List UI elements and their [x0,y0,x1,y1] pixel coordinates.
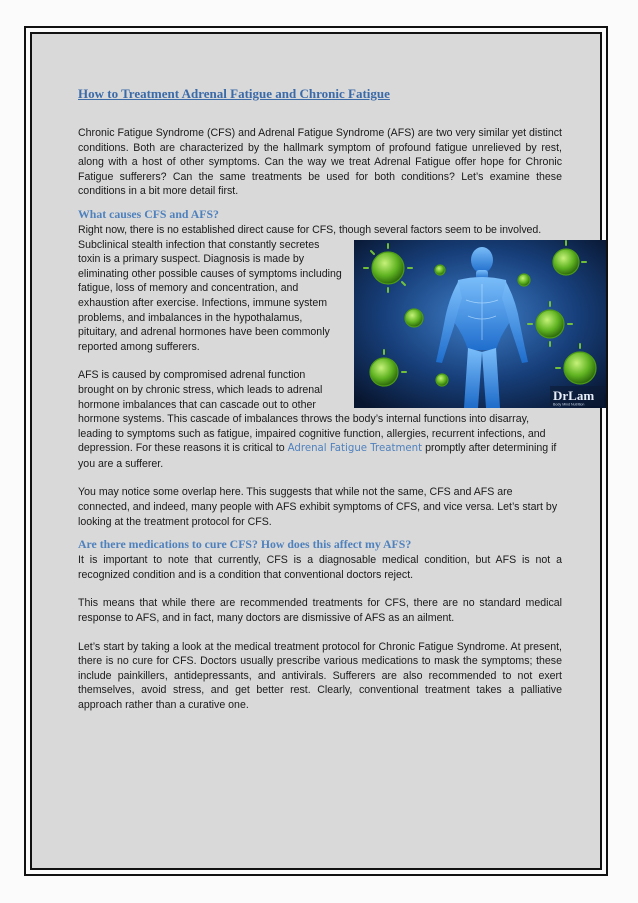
drlam-logo-tagline: Body Mind Nutrition [553,402,585,407]
medications-paragraph-1: It is important to note that currently, CFS is a diagnosable medical condition, but AFS is not a recognized condition and is a condition that conventional doctors reject. [78,554,562,581]
adrenal-fatigue-treatment-link[interactable]: Adrenal Fatigue Treatment [287,443,423,455]
overlap-paragraph: You may notice some overlap here. This suggests that while not the same, CFS and AFS are connected, and indeed, many people with AFS exhibit symptoms of CFS, and vice versa. Let’s start by looking at the treatment protocol for CFS. [78,486,558,528]
drlam-logo-text: DrLam [553,387,595,403]
document-content [78,86,595,713]
causes-paragraph-cfs: Subclinical stealth infection that constantly secretes toxin is a primary suspect. Diagnosis is made by eliminating other possible causes of symptoms including fatigue, loss of memory and concentration, and exhaustion after exercise. Infections, immune system problems, and imbalances in the hypothalamus, pituitary, and adrenal hormones have been commonly reported among sufferers. [78,238,342,353]
afs-text-end: promptly after determining if you are a sufferer. [78,442,557,470]
causes-lead-paragraph: Right now, there is no established direct cause for CFS, though several factors seem to be involved. [78,223,542,236]
afs-text-start: AFS is caused by compromised adrenal function brought on by chronic stress, which leads to adrenal hormone imbalances that can cascade out to other hormone systems. This cascade of imbalances throws the body’s internal functions into disarray, leading to symptoms such as fatigue, impaired cognitive function, allergies, recurrent infections, and depression. For these reasons it is critical to [78,369,546,455]
body-virus-illustration [354,240,606,408]
page-title[interactable]: How to Treatment Adrenal Fatigue and Chronic Fatigue [78,86,390,101]
intro-paragraph: Chronic Fatigue Syndrome (CFS) and Adrenal Fatigue Syndrome (AFS) are two very similar yet distinct conditions. Both are characterized by the hallmark symptom of profound fatigue unrelieved by rest, along with a host of other symptoms. Can the way we treat Adrenal Fatigue offer hope for Chronic Fatigue sufferers? Can the same treatments be used for both conditions? Let’s examine these conditions in a bit more detail first. [78,127,562,198]
section-heading-causes: What causes CFS and AFS? [78,206,219,221]
medications-paragraph-2: This means that while there are recommended treatments for CFS, there are no standard medical response to AFS, and in fact, many doctors are dismissive of AFS as an ailment. [78,597,562,625]
medications-paragraph-3: Let’s start by taking a look at the medical treatment protocol for Chronic Fatigue Syndrome. At present, there is no cure for CFS. Doctors usually prescribe various medications to mask the symptoms; these include painkillers, antidepressants, and antivirals. Sufferers are also recommended to not exert themselves, avoid stress, and get better rest. Clearly, conventional treatment takes a palliative approach rather than a curative one. [78,640,562,711]
section-heading-medications: Are there medications to cure CFS? How does this affect my AFS? [78,537,412,552]
